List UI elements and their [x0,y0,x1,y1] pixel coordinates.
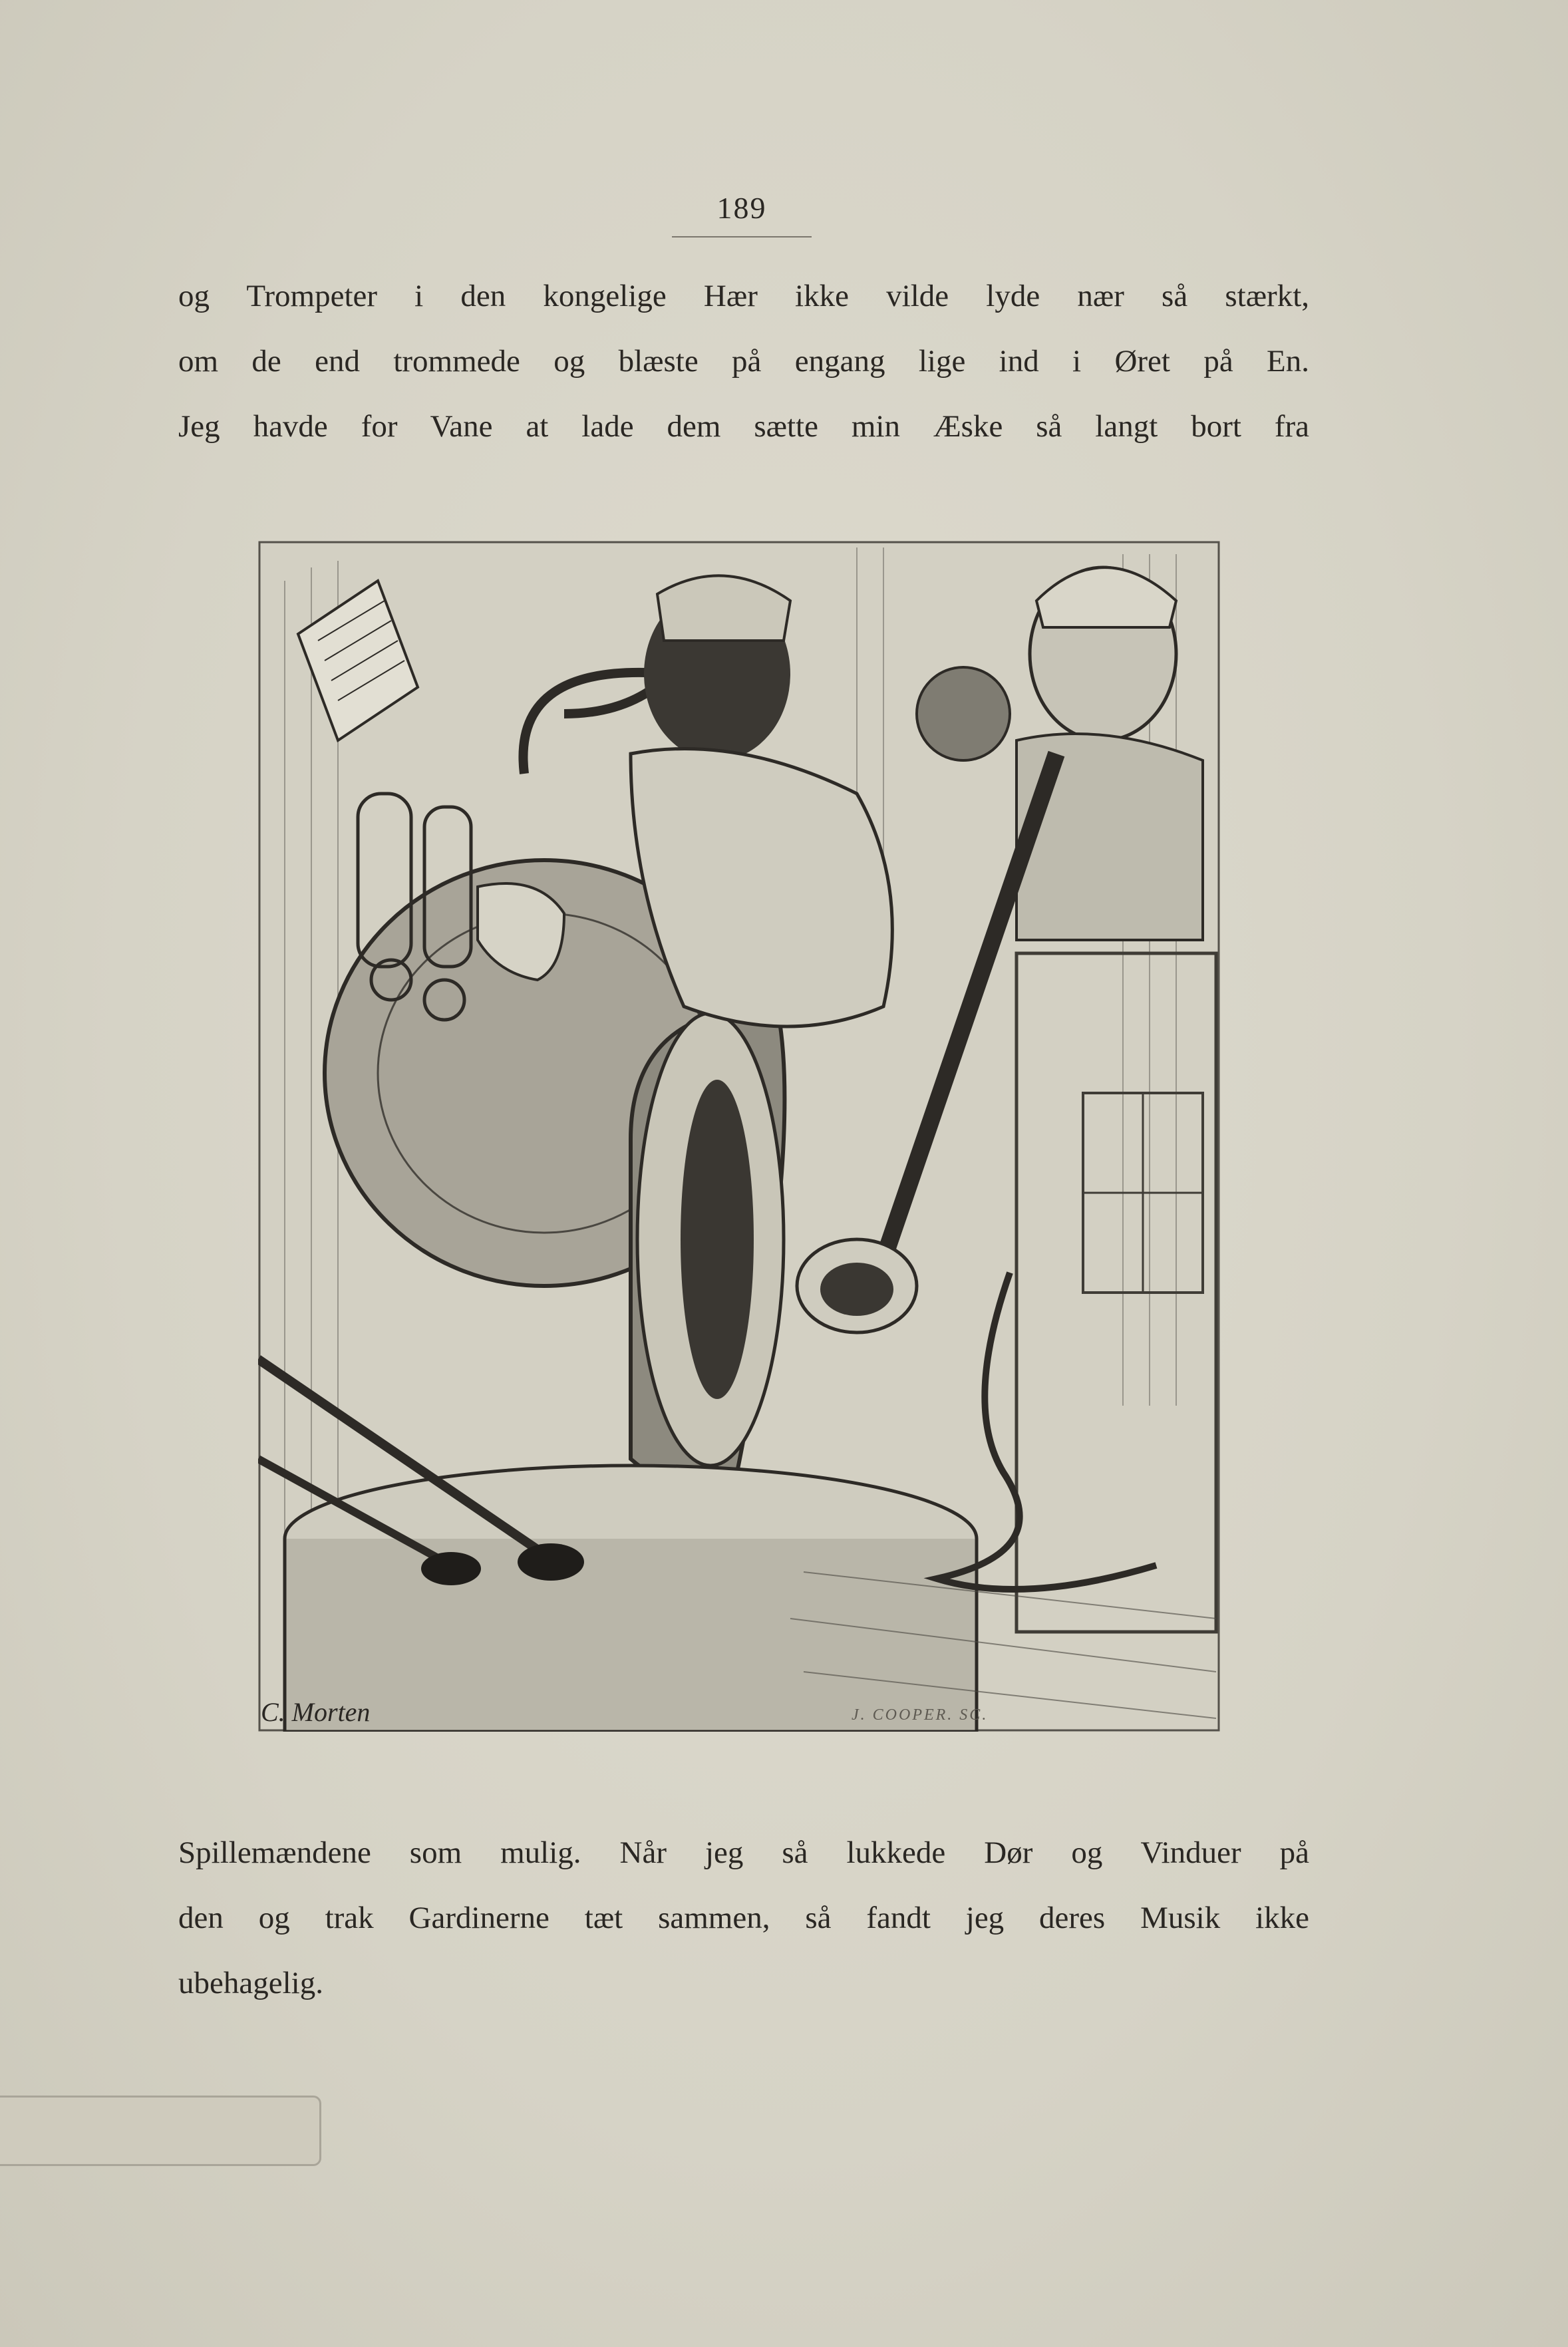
page-number: 189 [716,191,767,225]
text-line: Jeg havde for Vane at lade dem sætte min Æske så langt bort fra [178,409,1309,444]
text-line: Spillemændene som mulig. Når jeg så lukkede Dør og Vinduer på [178,1835,1309,1870]
page-number-rule [672,236,812,237]
musicians-engraving [258,541,1220,1732]
paper-tab-strip [0,2096,321,2166]
artist-signature: C. Morten [261,1697,371,1727]
text-line: om de end trommede og blæste på engang lige ind i Øret på En. [178,344,1309,379]
text-line: den og trak Gardinerne tæt sammen, så fandt jeg deres Musik ikke [178,1901,1309,1935]
engraver-credit: J. COOPER. SC. [852,1706,989,1724]
text-block-bottom [178,1820,1309,2016]
text-block-top [178,263,1309,459]
text-line: og Trompeter i den kongelige Hær ikke vilde lyde nær så stærkt, [178,279,1309,313]
text-line: ubehagelig. [178,1966,323,2000]
engraving-illustration [258,541,1220,1732]
